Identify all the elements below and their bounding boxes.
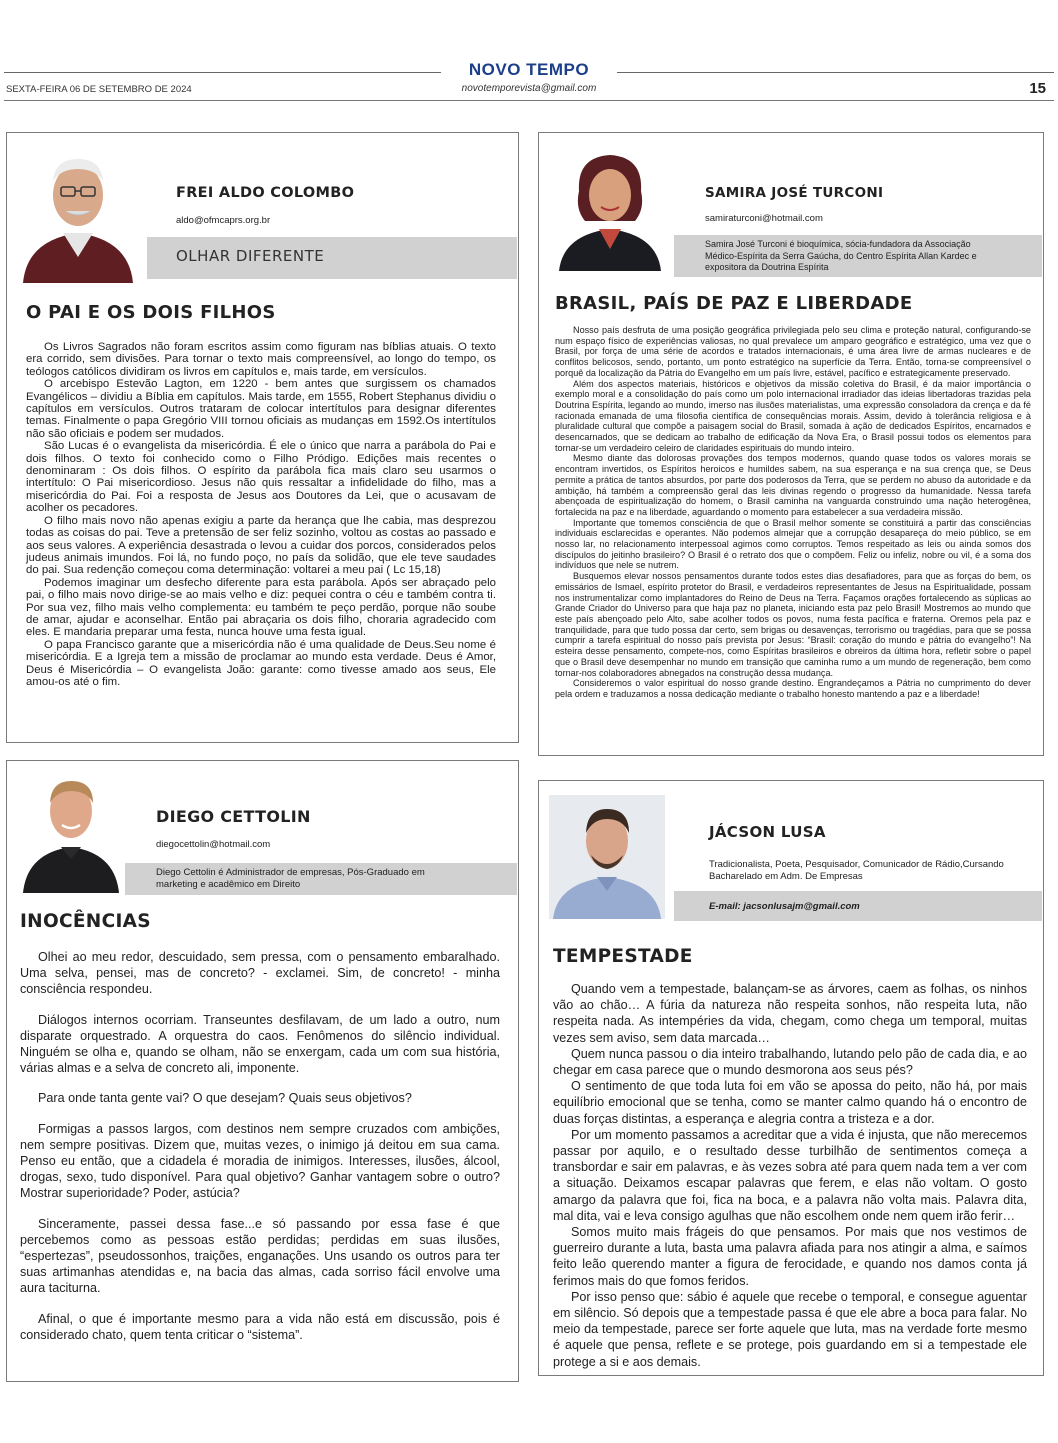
paragraph: Nosso país desfruta de uma posição geográfica privilegiada pelo seu clima e proteção natural, configurando-se num espaço físico de experiências valiosas, no qual prevalece um amparo geográfico e estratégico, uma vez que o Brasil, por força de uma série de acordos e tratados internacionais, é uma área livre de armas nucleares e de conflitos belicosos, sendo, portanto, um ponto estratégico na superfície da Terra. Então, torna-se compreensível o porquê da localização da Pátria do Evangelho em um país livre, estável, pacífico e estrategicamente preservado. — [555, 325, 1031, 378]
article-body — [555, 325, 1031, 700]
author-photo-jacson — [549, 795, 665, 919]
paragraph: O arcebispo Estevão Lagton, em 1220 - bem antes que surgissem os chamados Evangélicos – dividiu a Bíblia em capítulos. Mais tarde, em 1555, Robert Stephanus dividiu o capítulos em versículos. Outros trataram de colocar intertítulos para designar diferentes temas. Finalmente o papa Gregório VIII tornou oficiais as mudanças em 1592.Os intertítulos não são oficiais e podem ser mudados. — [26, 378, 496, 440]
author-name: FREI ALDO COLOMBO — [176, 185, 355, 201]
paragraph: Sinceramente, passei dessa fase...e só passando por essa fase é que percebemos como as pessoas estão perdidas; perdidas em suas ilusões, “espertezas”, pseudossonhos, traições, enganações. Uns usando os outros para ter suas artimanhas atendidas e, na bacia das almas, cada sorriso fácil envolve uma aura taciturna. — [20, 1216, 500, 1296]
article-body — [553, 981, 1027, 1370]
article-headline: INOCÊNCIAS — [20, 911, 151, 932]
paragraph: Olhei ao meu redor, descuidado, sem pressa, com o pensamento embaralhado. Uma selva, pensei, mas de concreto? - exclamei. Sim, de concreto! - minha consciência respondeu. — [20, 950, 500, 997]
paragraph: São Lucas é o evangelista da misericórdia. É ele o único que narra a parábola do Pai e dois filhos. O texto foi conhecido como o Filho Pródigo. Edições mais recentes o denominaram : Os dois filhos. O espírito da parábola fica mais claro seu usarmos o intertítulo: O Pai misericordioso. Jesus não quis ressaltar a infidelidade do filho, mas a misericórdia do Pai. Foi a resposta de Jesus aos Doutores da Lei, que o acusavam de acolher os pecadores. — [26, 440, 496, 515]
author-name: DIEGO CETTOLIN — [156, 807, 311, 826]
author-name: JÁCSON LUSA — [709, 823, 826, 841]
masthead-bottom-rule — [4, 100, 1054, 101]
paragraph: O sentimento de que toda luta foi em vão se apossa do peito, não há, por mais equilíbrio emocional que se tenha, como se manter calmo quando há o encontro de duas forças distintas, a esperança e alegria contra a tristeza e a dor. — [553, 1079, 1027, 1126]
author-photo-samira — [555, 143, 665, 271]
article-headline: TEMPESTADE — [553, 946, 693, 967]
article-samira — [538, 132, 1044, 756]
author-name: SAMIRA JOSÉ TURCONI — [705, 185, 884, 201]
author-email[interactable]: E-mail: jacsonlusajm@gmail.com — [709, 901, 860, 912]
paragraph: Busquemos elevar nossos pensamentos durante todos estes dias desafiadores, para que as forças do bem, os emissários de Ismael, espírito protetor do Brasil, e verdadeiros representantes de Jesus na Espiritualidade, possam nos instrumentalizar como implantadores do Reino de Deus na Terra. Façamos orações fortalecendo as súplicas ao Grande Criador do Universo para que haja paz no planeta, iniciando esta paz pelo Brasil! Mostremos ao mundo que este país abençoado pelo Alto, sabe acolher todos os povos, numa festa pacífica e fraterna. Oremos pela paz e tranquilidade, para que tudo possa dar certo, sem brigas ou desavenças, terrorismo ou tragédias, para que se possa cumprir a tarefa espiritual do nosso país prevista por Jesus: “Brasil: coração do mundo e pátria do evangelho”! Na esteira desse pensamento, compete-nos, como Espíritas brasileiros e obreiros da última hora, refletir sobre o papel que o Brasil deve desempenhar no mundo em transição que caminha rumo a um mundo de regeneração, bem como tornar-nos colaboradores abnegados na construção dessa mudança. — [555, 571, 1031, 678]
paragraph: Consideremos o valor espiritual do nosso grande destino. Engrandeçamos a Pátria no cumprimento do dever pela ordem e traduzamos a nossa dedicação mediante o trabalho honesto mantendo a paz e a liberdade! — [555, 678, 1031, 699]
paragraph: Afinal, o que é importante mesmo para a vida não está em discussão, pois é considerado chato, quem tenta criticar o “sistema”. — [20, 1311, 500, 1342]
issue-date: SEXTA-FEIRA 06 DE SETEMBRO DE 2024 — [6, 84, 192, 95]
paragraph: Diálogos internos ocorriam. Transeuntes desfilavam, de um lado a outro, num disparate orquestrado. A orquestra do caos. Fenômenos do silêncio individual. Ninguém se olha e, quando se olham, não se enxergam, cada um com sua história, várias almas e a selva de concreto ali, imponente. — [20, 1012, 500, 1076]
masthead — [0, 0, 1058, 110]
paragraph: Os Livros Sagrados não foram escritos assim como figuram nas bíblias atuais. O texto era corrido, sem divisões. Para tornar o texto mais compreensível, ao longo do tempo, os teólogos católicos dividiram os livros em capítulos e, mais tarde, em versículos. — [26, 341, 496, 378]
paragraph: Importante que tomemos consciência de que o Brasil melhor somente se constituirá a partir das consciências individuais esclarecidas e operantes. Não podemos almejar que a corrupção desapareça do meio público, se em nosso lar, no relacionamento interpessoal agimos como corruptos. Temos respeitado as leis ou ainda somos dos discípulos do jeitinho brasileiro? O Brasil é o retrato dos que o compõem. Feliz ou infeliz, nobre ou vil, é a soma dos indivíduos que nele se nutrem. — [555, 517, 1031, 571]
author-photo-frei-aldo — [15, 135, 141, 283]
paragraph: Formigas a passos largos, com destinos nem sempre cruzados com ambições, nem sempre positivas. Dizem que, muitas vezes, o inimigo já deitou em sua cama. Penso eu então, que a cidadela é moradia de inimigos. Interesses, ilusões, álcool, drogas, sexo, tudo disponível. Para qual objetivo? Ganhar vantagem sobre o outro? Mostrar superioridade? Poder, astúcia? — [20, 1121, 500, 1201]
article-frei-aldo — [6, 132, 519, 743]
article-headline: O PAI E OS DOIS FILHOS — [26, 302, 276, 323]
paragraph: Além dos aspectos materiais, históricos e objetivos da missão coletiva do Brasil, é da maior importância o exemplo moral e a consolidação do país como um polo internacional irradiador das ideias libertadoras trazidas pela Doutrina Espírita, legando ao mundo, imerso nas ilusões materialistas, uma expressão consoladora da crença e da fé racionada emanada de uma filosofia científica de consequências morais. Assim, devido à tolerância religiosa e à pluralidade cultural que compõe a paisagem social do Brasil, somada à ação de dedicados Espíritos, encarnados e desencarnados, que se dedicam ao trabalho de edificação da Nova Era, o Brasil possui todos os elementos para tornar-se um verdadeiro celeiro de claridades espirituais do mundo inteiro. — [555, 378, 1031, 453]
newspaper-title: NOVO TEMPO — [468, 60, 590, 79]
author-email: aldo@ofmcaprs.org.br — [176, 215, 271, 226]
author-bio: Tradicionalista, Poeta, Pesquisador, Comunicador de Rádio,Cursando Bacharelado em Adm. De Empresas — [709, 859, 1004, 882]
page-number: 15 — [1029, 80, 1046, 97]
article-body — [26, 341, 496, 688]
paragraph: O papa Francisco garante que a misericórdia não é uma qualidade de Deus.Seu nome é misericórdia. E a Igreja tem a missão de proclamar ao mundo esta verdade. Deus é Amor, Deus é Misericórdia – O evangelista João: garante: como tivesse amado aos seus, Ele amou-os até o fim. — [26, 638, 496, 688]
author-email: diegocettolin@hotmail.com — [156, 839, 271, 850]
paragraph: Por um momento passamos a acreditar que a vida é injusta, que não merecemos passar por aquilo, e o resultado desse turbilhão de sentimentos começa a transbordar e sair em palavras, e às vezes sobra até para quem nada tem a ver com a situação. Deixamos escapar palavras que ferem, e elas não voltam. O gosto amargo da palavra que foi, fica na boca, e a palavra não volta mais. Palavra dita, mal dita, vai e leva consigo agulhas que não escolhem onde nem quem irão ferir… — [553, 1127, 1027, 1223]
author-email: samiraturconi@hotmail.com — [705, 213, 823, 224]
paragraph: Somos muito mais frágeis do que pensamos. Por mais que nos vestimos de guerreiro durante a luta, basta uma palavra afiada para nos atingir a alma, e saímos feito leão querendo manter a figura de ferocidade, e quando nos damos conta já ferimos mais do que fomos feridos. — [553, 1225, 1027, 1288]
author-bio: Diego Cettolin é Administrador de empresas, Pós-Graduado em marketing e acadêmico em Direito — [156, 867, 425, 890]
paragraph: Para onde tanta gente vai? O que desejam? Quais seus objetivos? — [38, 1091, 412, 1106]
paragraph: O filho mais novo não apenas exigiu a parte da herança que lhe cabia, mas desprezou todas as coisas do pai. Teve a pretensão de ser feliz sozinho, voltou as costas ao passado e aos seus valores. A experiência desastrada o levou a cuidar dos porcos, considerados pelos judeus animais imundos. Foi lá, no fundo poço, no país da solidão, que ele teve saudades do pai. Sua redenção começou coma determinação: voltarei a meu pai ( Lc 15,18) — [26, 514, 496, 577]
paragraph: Podemos imaginar um desfecho diferente para esta parábola. Após ser abraçado pelo pai, o filho mais novo dirige-se ao mais velho e diz: pequei contra o céu e também contra ti. Por sua vez, filho mais velho complementa: eu também te peço perdão, porque não soube de amar, ajudar e aconselhar. Então pai abraçaria os dois filho, choraria agradecido com eles. E mandaria preparar uma festa, nunca houve uma festa igual. — [26, 576, 496, 639]
newspaper-email: novotemporevista@gmail.com — [461, 83, 597, 94]
paragraph: Quando vem a tempestade, balançam-se as árvores, caem as folhas, os ninhos vão ao chão… A fúria da natureza não respeita sonhos, não respeita luta, não respeita nada. As intempéries da vida, chegam, como chega um temporal, muitas vezes sem aviso, sem data marcada… — [553, 982, 1027, 1045]
article-diego — [6, 760, 519, 1382]
paragraph: Quem nunca passou o dia inteiro trabalhando, lutando pelo pão de cada dia, e ao chegar em casa parece que o mundo desmorona aos seus pés? — [553, 1046, 1027, 1078]
author-photo-diego — [21, 767, 121, 893]
column-label: OLHAR DIFERENTE — [176, 247, 325, 265]
paragraph: Mesmo diante das dolorosas provações dos tempos modernos, quando quase todos os valores morais se encontram invertidos, os Espíritos heroicos e humildes sabem, na sua esperança e na sua crença que, se Deus permite a prática de tantos absurdos, por parte dos poderosos da Terra, que se perdem no abuso da autoridade e da ambição, há também a compreensão geral das leis divinas regendo o progresso da humanidade. Nessa tarefa abençoada de espiritualização do homem, o Brasil caminha na vanguarda construindo uma nação heterogênea, fortalecida na paz e na liberdade, aguardando o momento para estabelecer a sua verdadeira missão. — [555, 453, 1031, 517]
article-headline: BRASIL, PAÍS DE PAZ E LIBERDADE — [555, 293, 913, 314]
article-body — [20, 949, 500, 1343]
paragraph: Por isso penso que: sábio é aquele que recebe o temporal, e consegue aguentar em silêncio. Só depois que a tempestade passa é que ele abre a boca para falar. No meio da tempestade, parece ser forte aquele que luta, mas na verdade forte mesmo é aquele que pensa, reflete e se protege, pois guardando em si a tempestade ele protege a si e aos demais. — [553, 1289, 1027, 1369]
article-jacson — [538, 780, 1044, 1376]
author-bio: Samira José Turconi é bioquímica, sócia-fundadora da Associação Médico-Espírita da Serra Gaúcha, do Centro Espírita Allan Kardec e expositora da Doutrina Espírita — [705, 239, 977, 272]
